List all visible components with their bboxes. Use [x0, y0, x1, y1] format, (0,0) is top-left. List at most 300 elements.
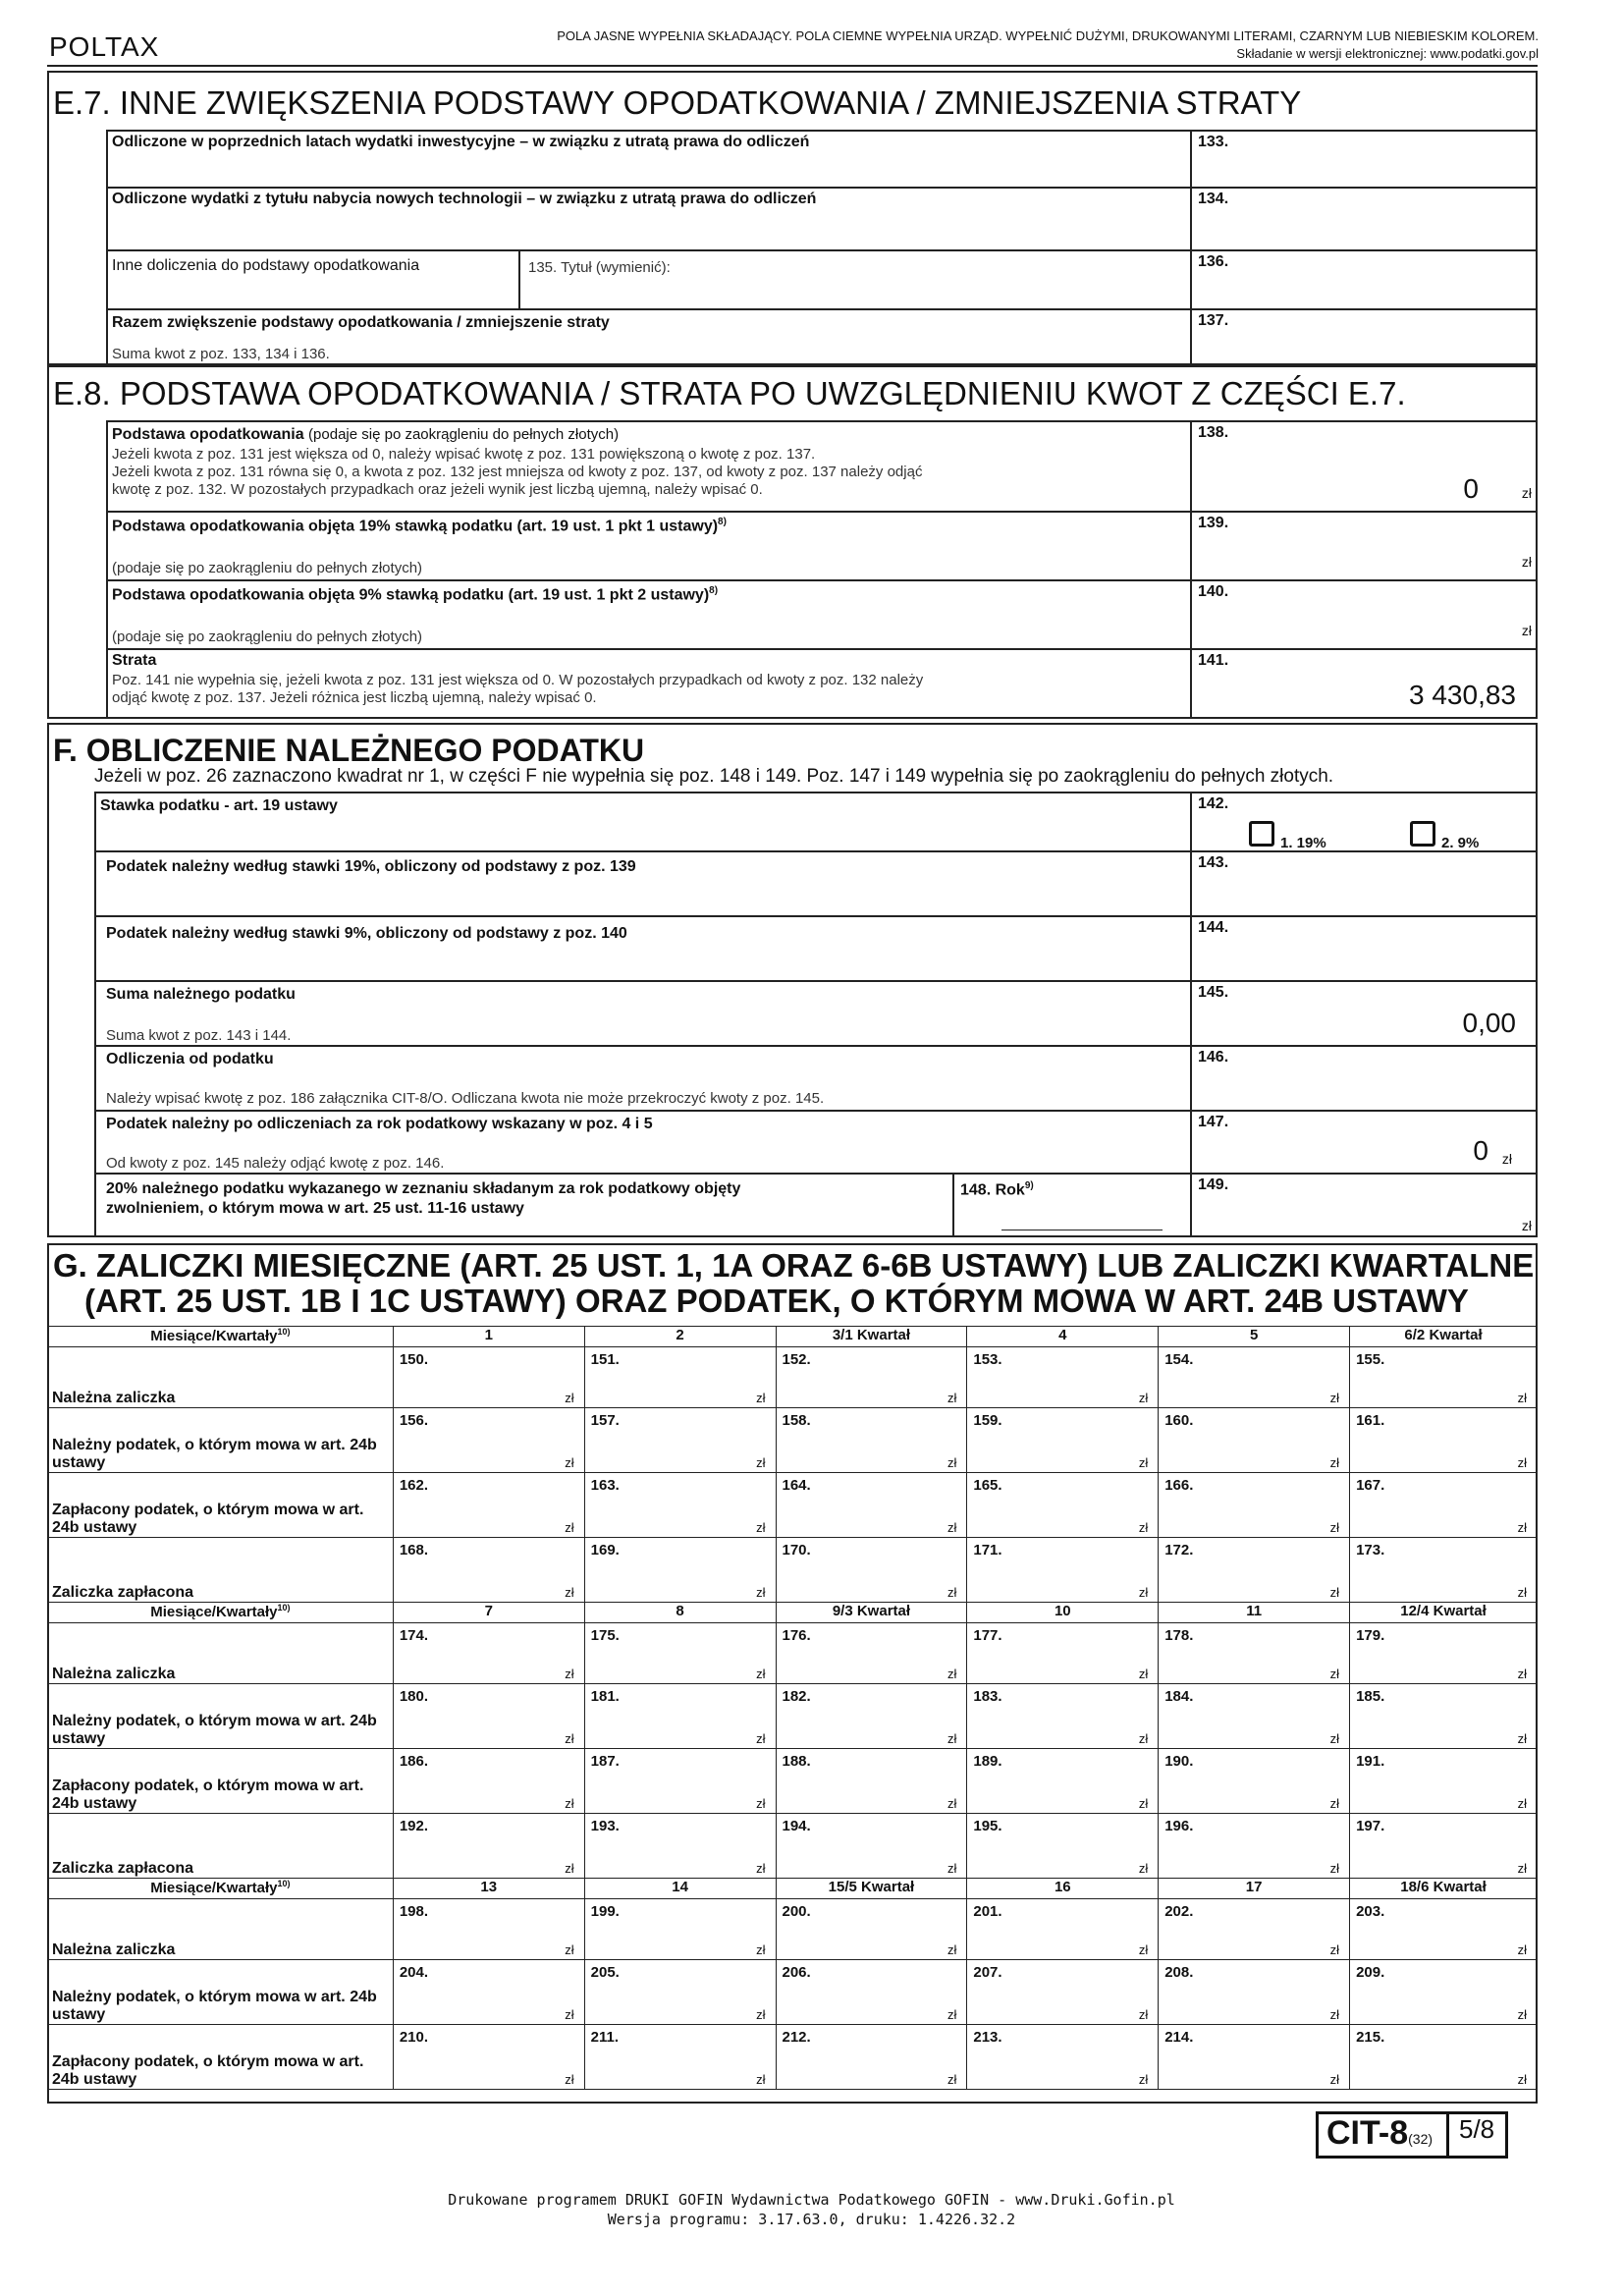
currency-label: zł	[947, 2007, 957, 2022]
num-133: 133.	[1198, 134, 1229, 150]
amount-field[interactable]	[967, 1623, 1159, 1684]
amount-field[interactable]	[584, 1473, 776, 1538]
amount-field[interactable]	[584, 1408, 776, 1473]
period-header: 16	[967, 1879, 1159, 1899]
currency-label: zł	[1329, 1391, 1340, 1405]
field-143[interactable]	[94, 850, 1538, 915]
field-number: 180.	[399, 1688, 429, 1705]
period-header: 2	[584, 1327, 776, 1347]
currency-label: zł	[947, 1731, 957, 1746]
advance-row-label: Zaliczka zapłacona	[48, 1814, 394, 1879]
amount-field[interactable]	[1159, 1684, 1350, 1749]
currency-label: zł	[756, 1942, 766, 1957]
amount-field[interactable]	[1159, 1347, 1350, 1408]
amount-field[interactable]	[776, 1684, 967, 1749]
currency-label: zł	[947, 2072, 957, 2087]
advance-row-label: Należny podatek, o którym mowa w art. 24b ustawy	[48, 1684, 394, 1749]
field-number: 203.	[1356, 1903, 1385, 1920]
field-number: 195.	[973, 1818, 1002, 1834]
currency-label: zł	[1329, 1731, 1340, 1746]
advance-row	[48, 1960, 1538, 2025]
currency-label: zł	[1138, 1731, 1149, 1746]
advance-row-label: Należna zaliczka	[48, 1347, 394, 1408]
field-138[interactable]	[106, 420, 1538, 511]
field-number: 194.	[782, 1818, 811, 1834]
amount-field[interactable]	[967, 1749, 1159, 1814]
note-137: Suma kwot z poz. 133, 134 i 136.	[112, 346, 330, 362]
currency-label: zł	[1329, 1861, 1340, 1876]
period-header: 10	[967, 1603, 1159, 1623]
field-number: 197.	[1356, 1818, 1385, 1834]
field-number: 150.	[399, 1351, 429, 1368]
electronic-note: Składanie w wersji elektronicznej: www.podatki.gov.pl	[1236, 46, 1539, 61]
amount-field[interactable]	[776, 1899, 967, 1960]
currency-label: zł	[756, 1861, 766, 1876]
field-number: 212.	[782, 2029, 811, 2046]
num-140: 140.	[1198, 583, 1229, 600]
currency-label: zł	[565, 1585, 574, 1600]
num-139: 139.	[1198, 515, 1229, 531]
months-header-text: Miesiące/Kwartały	[150, 1880, 278, 1896]
period-header: 9/3 Kwartał	[776, 1603, 967, 1623]
currency-label: zł	[947, 1391, 957, 1405]
period-header: 7	[393, 1603, 584, 1623]
advance-row-label: Zaliczka zapłacona	[48, 1538, 394, 1603]
currency-label: zł	[1138, 1796, 1149, 1811]
amount-field[interactable]	[584, 2025, 776, 2090]
rok-field-148[interactable]	[960, 1180, 1034, 1199]
label-140-wrap	[112, 585, 718, 604]
field-149[interactable]	[94, 1173, 1538, 1237]
amount-field[interactable]	[776, 1347, 967, 1408]
field-140[interactable]	[106, 579, 1538, 648]
currency-label: zł	[756, 1391, 766, 1405]
amount-field[interactable]	[967, 1960, 1159, 2025]
label-145: Suma należnego podatku	[106, 986, 296, 1003]
field-134[interactable]	[106, 187, 1538, 249]
field-number: 171.	[973, 1542, 1002, 1558]
currency-label: zł	[1138, 1455, 1149, 1470]
note-139: (podaje się po zaokrągleniu do pełnych złotych)	[112, 560, 423, 576]
header-instruction	[557, 27, 1539, 63]
advance-row-label: Należna zaliczka	[48, 1899, 394, 1960]
currency-label: zł	[756, 1455, 766, 1470]
field-number: 191.	[1356, 1753, 1385, 1770]
form-version: (32)	[1408, 2131, 1434, 2147]
currency-label: zł	[1138, 1585, 1149, 1600]
amount-field[interactable]	[776, 1623, 967, 1684]
field-number: 215.	[1356, 2029, 1385, 2046]
months-header-footnote: 10)	[277, 1603, 291, 1613]
amount-field[interactable]	[776, 1473, 967, 1538]
advance-row	[48, 1347, 1538, 1408]
amount-field[interactable]	[1350, 1684, 1538, 1749]
num-141: 141.	[1198, 652, 1229, 669]
field-number: 208.	[1164, 1964, 1194, 1981]
num-145: 145.	[1198, 984, 1229, 1001]
num-149: 149.	[1198, 1176, 1229, 1193]
amount-field[interactable]	[776, 1538, 967, 1603]
label-137: Razem zwiększenie podstawy opodatkowania / zmniejszenie straty	[112, 314, 610, 331]
field-number: 170.	[782, 1542, 811, 1558]
currency-label: zł	[947, 1942, 957, 1957]
label-138-wrap	[112, 426, 619, 444]
currency-label: zł	[1138, 1942, 1149, 1957]
field-number: 179.	[1356, 1627, 1385, 1644]
amount-field[interactable]	[1350, 2025, 1538, 2090]
period-header: 15/5 Kwartał	[776, 1879, 967, 1899]
cur-139: zł	[1521, 554, 1532, 570]
months-header-row	[48, 1879, 1538, 1899]
currency-label: zł	[1138, 2007, 1149, 2022]
field-136[interactable]	[106, 249, 1538, 308]
num-134: 134.	[1198, 191, 1229, 207]
note-138-line1: Jeżeli kwota z poz. 131 jest większa od 0, należy wpisać kwotę z poz. 131 powiększoną o kwotę z poz. 137.	[112, 446, 816, 463]
amount-field[interactable]	[393, 1814, 584, 1879]
currency-label: zł	[756, 1585, 766, 1600]
amount-field[interactable]	[393, 1899, 584, 1960]
months-header-label	[48, 1879, 394, 1899]
note-147: Od kwoty z poz. 145 należy odjąć kwotę z poz. 146.	[106, 1155, 445, 1172]
amount-field[interactable]	[584, 1623, 776, 1684]
amount-field[interactable]	[393, 1684, 584, 1749]
months-header-label	[48, 1327, 394, 1347]
amount-field[interactable]	[1350, 1899, 1538, 1960]
num-142: 142.	[1198, 795, 1229, 812]
num-138: 138.	[1198, 424, 1229, 441]
num-137: 137.	[1198, 312, 1229, 329]
note-138-line2: Jeżeli kwota z poz. 131 równa się 0, a kwota z poz. 132 jest mniejsza od kwoty z poz. 137, od kwoty z poz. 137 należy odjąć	[112, 464, 923, 480]
currency-label: zł	[1517, 1391, 1527, 1405]
period-header: 18/6 Kwartał	[1350, 1879, 1538, 1899]
value-138: 0	[1463, 473, 1479, 504]
period-header: 1	[393, 1327, 584, 1347]
field-number: 160.	[1164, 1412, 1194, 1429]
amount-field[interactable]	[776, 1814, 967, 1879]
currency-label: zł	[565, 1861, 574, 1876]
field-number: 211.	[590, 2029, 620, 2046]
currency-label: zł	[1138, 1667, 1149, 1681]
advance-row-label: Należna zaliczka	[48, 1623, 394, 1684]
amount-field[interactable]	[1159, 1623, 1350, 1684]
label-148: 148. Rok	[960, 1181, 1025, 1199]
field-number: 169.	[590, 1542, 620, 1558]
cur-147: zł	[1501, 1151, 1512, 1167]
advance-row-label: Zapłacony podatek, o którym mowa w art. 24b ustawy	[48, 1473, 394, 1538]
print-footer	[0, 2190, 1623, 2229]
field-147[interactable]	[94, 1110, 1538, 1173]
amount-field[interactable]	[584, 1749, 776, 1814]
cur-140: zł	[1521, 623, 1532, 638]
field-number: 199.	[590, 1903, 620, 1920]
field-number: 163.	[590, 1477, 620, 1494]
amount-field[interactable]	[393, 1538, 584, 1603]
field-number: 177.	[973, 1627, 1002, 1644]
field-number: 201.	[973, 1903, 1002, 1920]
field-number: 204.	[399, 1964, 429, 1981]
currency-label: zł	[1329, 1667, 1340, 1681]
field-number: 161.	[1356, 1412, 1385, 1429]
amount-field[interactable]	[967, 1473, 1159, 1538]
field-number: 205.	[590, 1964, 620, 1981]
amount-field[interactable]	[967, 1408, 1159, 1473]
label-147: Podatek należny po odliczeniach za rok podatkowy wskazany w poz. 4 i 5	[106, 1116, 653, 1132]
field-141[interactable]	[106, 648, 1538, 719]
amount-field[interactable]	[393, 1960, 584, 2025]
amount-field[interactable]	[393, 1347, 584, 1408]
period-header: 13	[393, 1879, 584, 1899]
field-number: 200.	[782, 1903, 811, 1920]
field-number: 166.	[1164, 1477, 1194, 1494]
amount-field[interactable]	[584, 1899, 776, 1960]
checkbox-19-percent[interactable]	[1249, 821, 1274, 847]
period-header: 12/4 Kwartał	[1350, 1603, 1538, 1623]
field-number: 192.	[399, 1818, 429, 1834]
currency-label: zł	[947, 1667, 957, 1681]
label-146: Odliczenia od podatku	[106, 1051, 274, 1067]
field-number: 209.	[1356, 1964, 1385, 1981]
field-number: 164.	[782, 1477, 811, 1494]
label-136: Inne doliczenia do podstawy opodatkowania	[112, 257, 420, 274]
field-number: 157.	[590, 1412, 620, 1429]
currency-label: zł	[1329, 2007, 1340, 2022]
months-header-label	[48, 1603, 394, 1623]
amount-field[interactable]	[584, 1347, 776, 1408]
amount-field[interactable]	[584, 1538, 776, 1603]
amount-field[interactable]	[584, 1814, 776, 1879]
value-145: 0,00	[1462, 1008, 1516, 1038]
field-number: 207.	[973, 1964, 1002, 1981]
field-number: 174.	[399, 1627, 429, 1644]
field-144[interactable]	[94, 915, 1538, 980]
field-number: 156.	[399, 1412, 429, 1429]
field-number: 175.	[590, 1627, 620, 1644]
amount-field[interactable]	[1350, 1623, 1538, 1684]
currency-label: zł	[565, 2072, 574, 2087]
label-143: Podatek należny według stawki 19%, obliczony od podstawy z poz. 139	[106, 858, 636, 875]
months-header-footnote: 10)	[277, 1327, 291, 1337]
amount-field[interactable]	[393, 1749, 584, 1814]
amount-field[interactable]	[967, 1684, 1159, 1749]
currency-label: zł	[756, 1796, 766, 1811]
months-header-text: Miesiące/Kwartały	[150, 1604, 278, 1620]
currency-label: zł	[1138, 1861, 1149, 1876]
field-number: 188.	[782, 1753, 811, 1770]
amount-field[interactable]	[776, 1749, 967, 1814]
footer-line1: Drukowane programem DRUKI GOFIN Wydawnictwa Podatkowego GOFIN - www.Druki.Gofin.pl	[448, 2191, 1175, 2209]
advance-row	[48, 1814, 1538, 1879]
form-code: CIT-8	[1326, 2114, 1409, 2152]
amount-field[interactable]	[776, 1960, 967, 2025]
advance-row	[48, 1408, 1538, 1473]
label-134: Odliczone wydatki z tytułu nabycia nowych technologii – w związku z utratą prawa do odliczeń	[112, 191, 817, 207]
advance-row-label: Zapłacony podatek, o którym mowa w art. 24b ustawy	[48, 2025, 394, 2090]
field-146[interactable]	[94, 1045, 1538, 1110]
currency-label: zł	[1517, 2072, 1527, 2087]
currency-label: zł	[1517, 1585, 1527, 1600]
currency-label: zł	[565, 1455, 574, 1470]
amount-field[interactable]	[1159, 1899, 1350, 1960]
field-number: 181.	[590, 1688, 620, 1705]
label-144: Podatek należny według stawki 9%, obliczony od podstawy z poz. 140	[106, 925, 627, 942]
field-137[interactable]	[106, 308, 1538, 365]
field-number: 167.	[1356, 1477, 1385, 1494]
amount-field[interactable]	[584, 1960, 776, 2025]
section-f-subtitle: Jeżeli w poz. 26 zaznaczono kwadrat nr 1, w części F nie wypełnia się poz. 148 i 149. Poz. 147 i 149 wypełnia się po zaokrągleniu do pełnych złotych.	[94, 766, 1334, 787]
advance-row	[48, 1623, 1538, 1684]
checkbox-9-percent[interactable]	[1410, 821, 1435, 847]
note-146: Należy wpisać kwotę z poz. 186 załącznika CIT-8/O. Odliczana kwota nie może przekroczyć kwoty z poz. 145.	[106, 1090, 825, 1107]
field-number: 198.	[399, 1903, 429, 1920]
currency-label: zł	[756, 2007, 766, 2022]
num-136: 136.	[1198, 253, 1229, 270]
field-139[interactable]	[106, 511, 1538, 579]
period-header: 8	[584, 1603, 776, 1623]
header-divider	[47, 65, 1538, 67]
months-header-row	[48, 1327, 1538, 1347]
note-145: Suma kwot z poz. 143 i 144.	[106, 1027, 292, 1044]
field-number: 193.	[590, 1818, 620, 1834]
amount-field[interactable]	[1350, 1473, 1538, 1538]
amount-field[interactable]	[967, 1347, 1159, 1408]
advances-table	[47, 1326, 1538, 2090]
amount-field[interactable]	[1350, 1408, 1538, 1473]
period-header: 4	[967, 1327, 1159, 1347]
currency-label: zł	[1138, 1391, 1149, 1405]
field-133[interactable]	[106, 130, 1538, 187]
instruction-text: POLA JASNE WYPEŁNIA SKŁADAJĄCY. POLA CIEMNE WYPEŁNIA URZĄD. WYPEŁNIĆ DUŻYMI, DRUKOWANYMI LITERAMI, CZARNYM LUB NIEBIESKIM KOLOREM.	[557, 28, 1539, 43]
currency-label: zł	[1329, 1942, 1340, 1957]
label-149-line1: 20% należnego podatku wykazanego w zeznaniu składanym za rok podatkowy objęty	[106, 1180, 741, 1197]
field-number: 168.	[399, 1542, 429, 1558]
field-number: 172.	[1164, 1542, 1194, 1558]
field-number: 190.	[1164, 1753, 1194, 1770]
section-f-title: F. OBLICZENIE NALEŻNEGO PODATKU	[53, 733, 645, 768]
field-number: 154.	[1164, 1351, 1194, 1368]
field-number: 186.	[399, 1753, 429, 1770]
value-141: 3 430,83	[1409, 680, 1516, 710]
label-139: Podstawa opodatkowania objęta 19% stawką podatku (art. 19 ust. 1 pkt 1 ustawy)	[112, 518, 719, 535]
amount-field[interactable]	[393, 1623, 584, 1684]
amount-field[interactable]	[584, 1684, 776, 1749]
amount-field[interactable]	[967, 2025, 1159, 2090]
field-number: 155.	[1356, 1351, 1385, 1368]
amount-field[interactable]	[393, 2025, 584, 2090]
amount-field[interactable]	[1350, 1960, 1538, 2025]
amount-field[interactable]	[1159, 1538, 1350, 1603]
amount-field[interactable]	[1159, 2025, 1350, 2090]
currency-label: zł	[1517, 2007, 1527, 2022]
currency-label: zł	[1517, 1520, 1527, 1535]
amount-field[interactable]	[967, 1814, 1159, 1879]
section-e7-title: E.7. INNE ZWIĘKSZENIA PODSTAWY OPODATKOWANIA / ZMNIEJSZENIA STRATY	[53, 84, 1302, 121]
field-number: 158.	[782, 1412, 811, 1429]
field-number: 159.	[973, 1412, 1002, 1429]
currency-label: zł	[1329, 1455, 1340, 1470]
months-header-text: Miesiące/Kwartały	[150, 1328, 278, 1344]
advance-row	[48, 1473, 1538, 1538]
currency-label: zł	[1329, 2072, 1340, 2087]
currency-label: zł	[756, 1731, 766, 1746]
advance-row	[48, 1538, 1538, 1603]
page-number: 5/8	[1449, 2111, 1508, 2159]
currency-label: zł	[1517, 1731, 1527, 1746]
amount-field[interactable]	[393, 1473, 584, 1538]
currency-label: zł	[1517, 1861, 1527, 1876]
field-145[interactable]	[94, 980, 1538, 1045]
form-code-box	[1316, 2111, 1449, 2159]
field-142[interactable]	[94, 792, 1538, 850]
amount-field[interactable]	[967, 1538, 1159, 1603]
currency-label: zł	[565, 1942, 574, 1957]
label-133: Odliczone w poprzednich latach wydatki inwestycyjne – w związku z utratą prawa do odliczeń	[112, 134, 810, 150]
period-header: 17	[1159, 1879, 1350, 1899]
amount-field[interactable]	[776, 2025, 967, 2090]
label-139-wrap	[112, 517, 727, 535]
num-144: 144.	[1198, 919, 1229, 936]
amount-field[interactable]	[967, 1899, 1159, 1960]
field-number: 202.	[1164, 1903, 1194, 1920]
advance-row-label: Zapłacony podatek, o którym mowa w art. 24b ustawy	[48, 1749, 394, 1814]
sup-140: 8)	[709, 585, 719, 596]
period-header: 14	[584, 1879, 776, 1899]
advance-row	[48, 1899, 1538, 1960]
currency-label: zł	[1329, 1585, 1340, 1600]
amount-field[interactable]	[1159, 1814, 1350, 1879]
months-header-footnote: 10)	[277, 1879, 291, 1888]
advance-row	[48, 1684, 1538, 1749]
num-147: 147.	[1198, 1114, 1229, 1130]
brand-logo: POLTAX	[49, 31, 160, 62]
amount-field[interactable]	[1350, 1814, 1538, 1879]
label-149-line2: zwolnieniem, o którym mowa w art. 25 ust. 11-16 ustawy	[106, 1200, 524, 1217]
sup-148: 9)	[1024, 1180, 1034, 1191]
currency-label: zł	[947, 1796, 957, 1811]
currency-label: zł	[565, 2007, 574, 2022]
label-141: Strata	[112, 652, 157, 669]
amount-field[interactable]	[1159, 1408, 1350, 1473]
field-number: 183.	[973, 1688, 1002, 1705]
note-141-line2: odjąć kwotę z poz. 137. Jeżeli różnica jest liczbą ujemną, należy wpisać 0.	[112, 689, 597, 706]
field-number: 184.	[1164, 1688, 1194, 1705]
currency-label: zł	[1517, 1455, 1527, 1470]
field-number: 213.	[973, 2029, 1002, 2046]
rok-divider	[952, 1175, 954, 1237]
field-number: 189.	[973, 1753, 1002, 1770]
currency-label: zł	[1517, 1667, 1527, 1681]
advance-row-label: Należny podatek, o którym mowa w art. 24b ustawy	[48, 1408, 394, 1473]
field-number: 196.	[1164, 1818, 1194, 1834]
amount-field[interactable]	[1350, 1538, 1538, 1603]
amount-field[interactable]	[393, 1408, 584, 1473]
months-header-row	[48, 1603, 1538, 1623]
label-142: Stawka podatku - art. 19 ustawy	[100, 797, 338, 814]
amount-field[interactable]	[1350, 1749, 1538, 1814]
period-header: 11	[1159, 1603, 1350, 1623]
advance-row-label: Należny podatek, o którym mowa w art. 24b ustawy	[48, 1960, 394, 2025]
amount-field[interactable]	[1350, 1347, 1538, 1408]
amount-field[interactable]	[1159, 1960, 1350, 2025]
field-number: 152.	[782, 1351, 811, 1368]
currency-label: zł	[565, 1391, 574, 1405]
cur-138: zł	[1521, 485, 1532, 501]
amount-field[interactable]	[1159, 1749, 1350, 1814]
amount-field[interactable]	[776, 1408, 967, 1473]
amount-field[interactable]	[1159, 1473, 1350, 1538]
currency-label: zł	[947, 1861, 957, 1876]
currency-label: zł	[1138, 1520, 1149, 1535]
currency-label: zł	[756, 1520, 766, 1535]
